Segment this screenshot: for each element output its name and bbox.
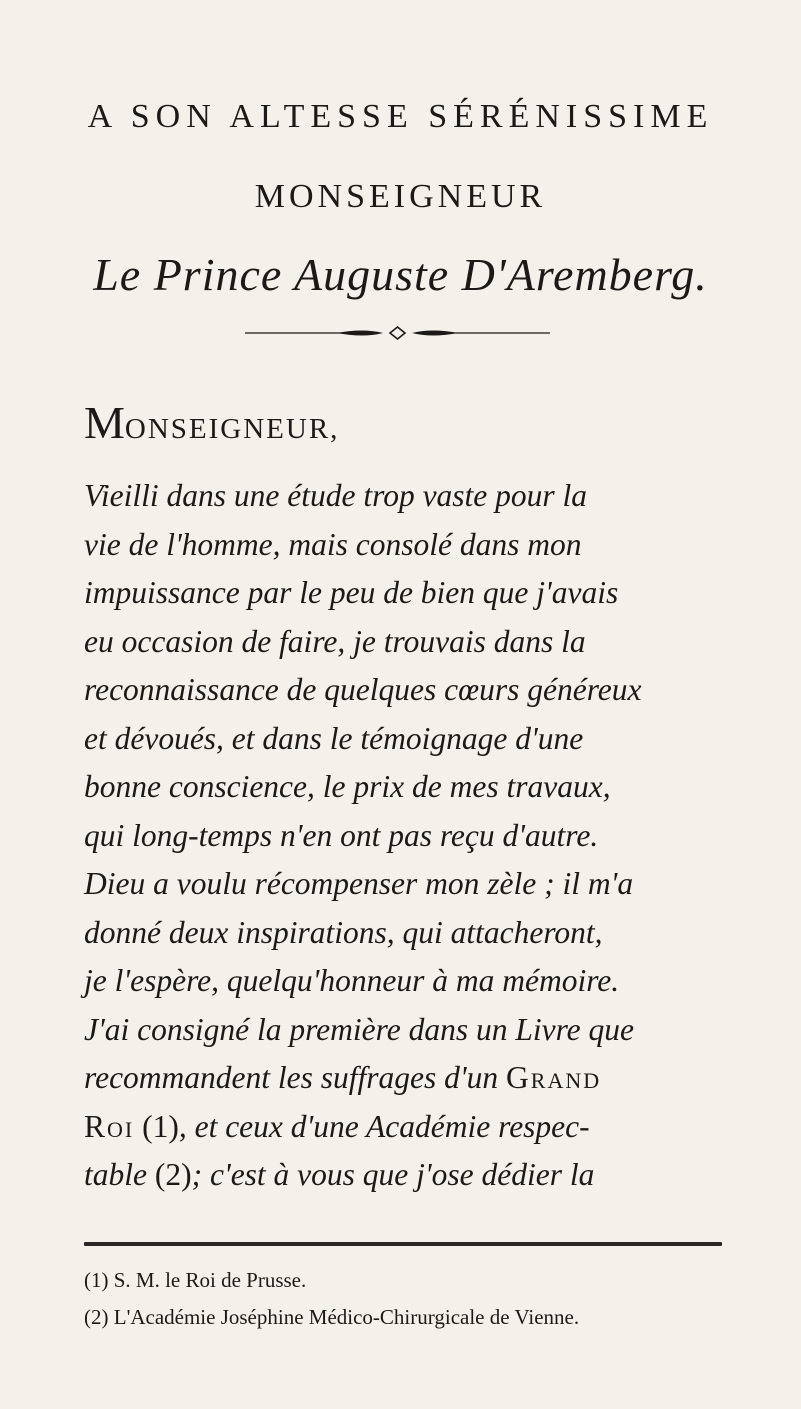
body-line bbox=[84, 1054, 724, 1103]
body-line: je l'espère, quelqu'honneur à ma mémoire. bbox=[84, 963, 620, 998]
dedication-body bbox=[84, 472, 724, 1200]
footnote-rule bbox=[84, 1242, 722, 1246]
body-line: Dieu a voulu récompenser mon zèle ; il m'a bbox=[84, 866, 634, 901]
body-text-run: ; c'est à vous que j'ose dédier la bbox=[191, 1157, 595, 1192]
body-line: impuissance par le peu de bien que j'avais bbox=[84, 575, 619, 610]
body-line bbox=[84, 1103, 724, 1152]
heading-monseigneur: MONSEIGNEUR bbox=[254, 178, 547, 215]
ornament-divider bbox=[245, 323, 550, 343]
body-line: eu occasion de faire, je trouvais dans la bbox=[84, 623, 586, 659]
salutation-rest: ONSEIGNEUR, bbox=[124, 413, 340, 445]
dedication-line: A SON ALTESSE SÉRÉNISSIME bbox=[87, 98, 714, 135]
footnote-1: (1) S. M. le Roi de Prusse. bbox=[84, 1268, 307, 1292]
small-caps-roi: Roi bbox=[84, 1108, 135, 1144]
body-text-run: recommandent les suffrages d'un bbox=[84, 1060, 499, 1095]
salutation-initial: M bbox=[84, 397, 125, 448]
body-line: donné deux inspirations, qui attacheront, bbox=[84, 914, 603, 950]
body-line: qui long-temps n'en ont pas reçu d'autre. bbox=[84, 817, 599, 853]
body-line: et dévoués, et dans le témoignage d'une bbox=[84, 720, 584, 756]
body-line: bonne conscience, le prix de mes travaux, bbox=[84, 769, 611, 804]
salutation bbox=[84, 397, 340, 448]
body-text-run: table bbox=[84, 1157, 147, 1192]
footnotes bbox=[84, 1262, 774, 1336]
footnote-ref-1: (1) bbox=[142, 1108, 179, 1144]
small-caps-grand: Grand bbox=[506, 1060, 602, 1095]
body-line: J'ai consigné la première dans un Livre que bbox=[84, 1011, 635, 1047]
body-line: vie de l'homme, mais consolé dans mon bbox=[84, 526, 582, 562]
footnote-ref-2: (2) bbox=[154, 1157, 192, 1192]
body-text-run: , et ceux d'une Académie respec- bbox=[178, 1108, 590, 1144]
body-line: Vieilli dans une étude trop vaste pour la bbox=[84, 478, 588, 513]
prince-name-script: Le Prince Auguste D'Aremberg. bbox=[93, 249, 708, 300]
footnote-2: (2) L'Académie Joséphine Médico-Chirurgicale de Vienne. bbox=[84, 1305, 580, 1329]
body-line bbox=[84, 1151, 724, 1200]
body-line: reconnaissance de quelques cœurs généreux bbox=[84, 672, 642, 707]
